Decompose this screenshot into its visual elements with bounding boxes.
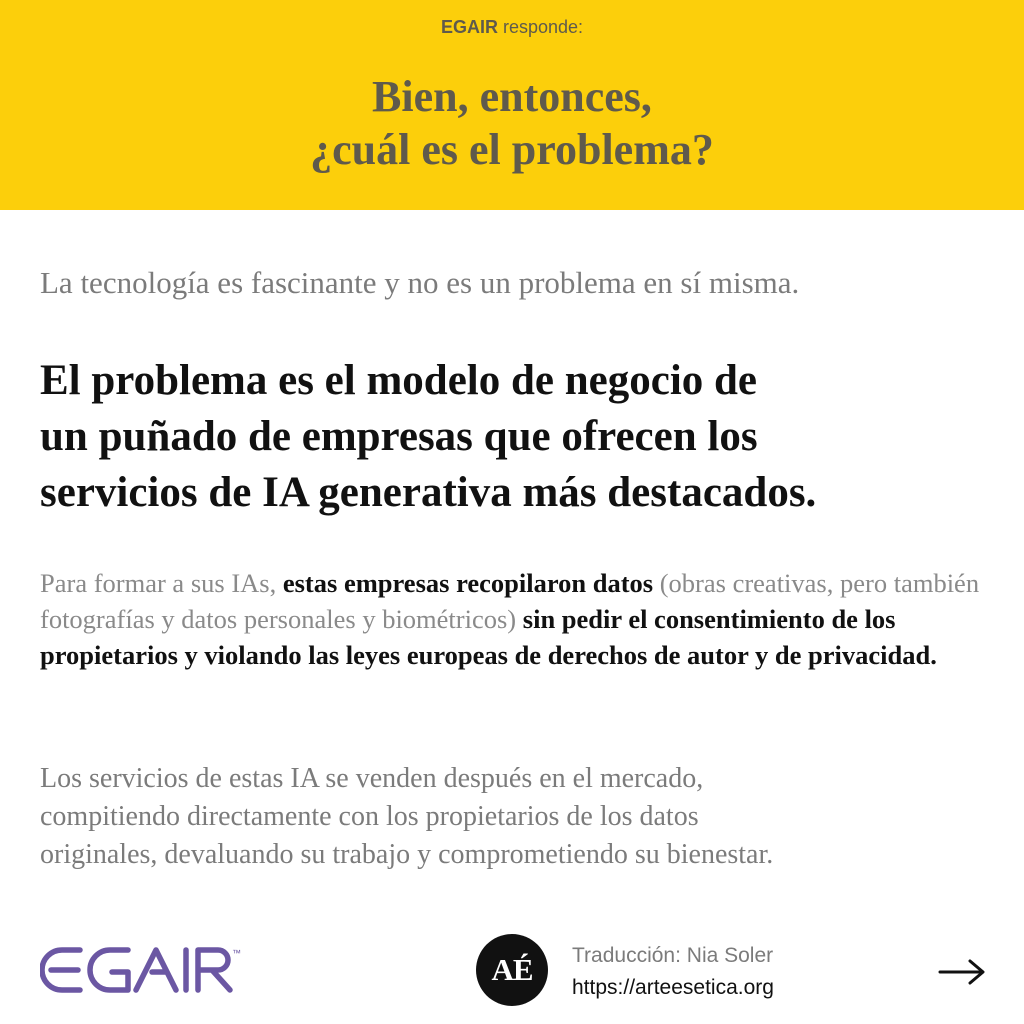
detail-part-3: (obras creativas, pero también fotografías y datos personales y biométricos) — [40, 568, 980, 634]
website-link[interactable]: https://arteesetica.org — [572, 976, 774, 999]
page-title — [0, 70, 1024, 176]
egair-logo — [40, 944, 245, 996]
detail-emphasis-2: sin pedir el consentimiento de los propietarios y violando las leyes europeas de derechos de autor y de privacidad. — [40, 604, 937, 670]
title-line-1: Bien, entonces, — [372, 72, 652, 121]
closing-line: Los servicios de estas IA se venden después en el mercado, — [40, 763, 704, 794]
closing-paragraph — [40, 760, 1000, 874]
detail-emphasis-1: estas empresas recopilaron datos — [282, 568, 654, 598]
eyebrow-text: responde: — [497, 17, 584, 37]
title-line-2: ¿cuál es el problema? — [310, 125, 714, 174]
eyebrow — [0, 17, 1024, 38]
thesis-paragraph — [40, 353, 1000, 521]
translation-credit: Traducción: Nia Soler — [572, 944, 774, 967]
closing-line: compitiendo directamente con los propietarios de los datos — [40, 801, 699, 832]
arte-es-etica-badge: AÉ — [476, 934, 548, 1006]
closing-line: originales, devaluando su trabajo y comprometiendo su bienestar. — [40, 839, 774, 870]
thesis-line: El problema es el modelo de negocio de — [40, 357, 758, 404]
arrow-right-icon[interactable] — [938, 958, 986, 986]
trademark-mark: ™ — [232, 948, 241, 958]
header-banner — [0, 0, 1024, 210]
detail-paragraph — [40, 565, 1000, 673]
thesis-line: servicios de IA generativa más destacados. — [40, 469, 817, 516]
intro-paragraph: La tecnología es fascinante y no es un problema en sí misma. — [40, 265, 800, 300]
thesis-line: un puñado de empresas que ofrecen los — [40, 413, 758, 460]
credit-block — [572, 940, 774, 1004]
eyebrow-brand: EGAIR — [440, 17, 498, 37]
detail-part-1: Para formar a sus IAs, — [40, 568, 283, 598]
